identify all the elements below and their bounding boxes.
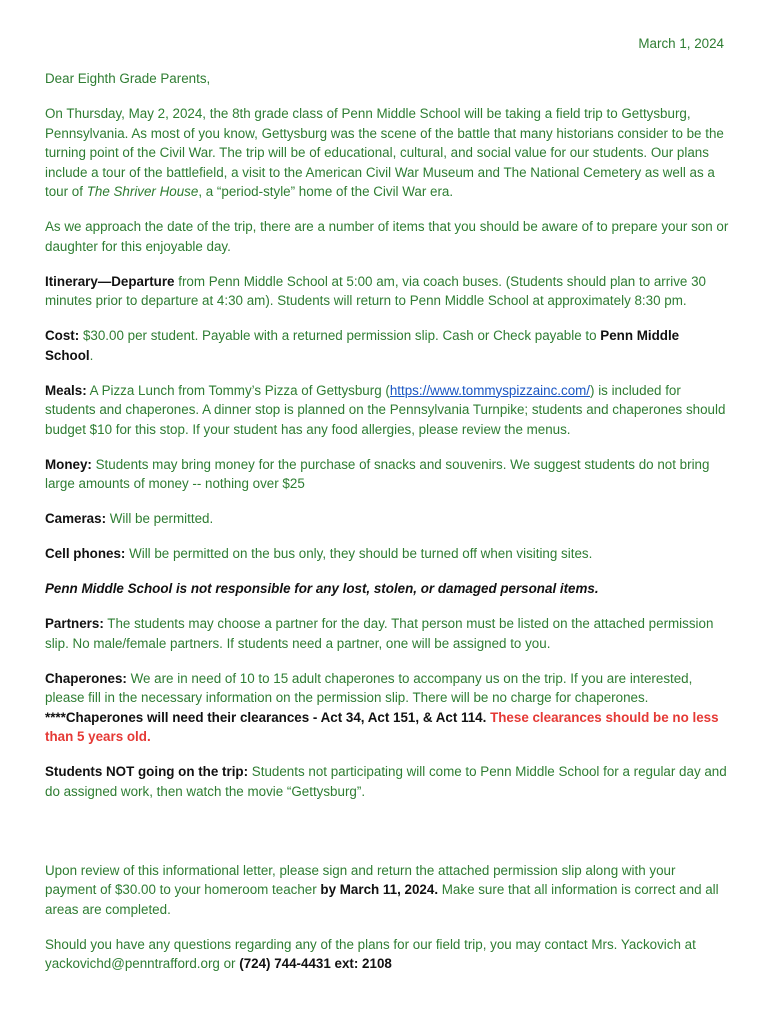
money-section <box>45 455 730 494</box>
contact-paragraph <box>45 935 730 974</box>
itinerary-label: Itinerary—Departure <box>45 273 175 289</box>
cost-text: $30.00 per student. Payable with a returned permission slip. Cash or Check payable to <box>79 328 601 343</box>
prepare-paragraph: As we approach the date of the trip, there are a number of items that you should be aware of to prepare your son or daughter for this enjoyable day. <box>45 219 729 254</box>
itinerary-text: from Penn Middle School at 5:00 am, via coach buses. (Students should plan to arrive 30 minutes prior to departure at 4:30 am). Students will return to Penn Middle School at approximately 8:30 pm. <box>45 273 706 308</box>
meals-label: Meals: <box>45 382 87 398</box>
disclaimer: Penn Middle School is not responsible for any lost, stolen, or damaged personal items. <box>45 581 599 596</box>
pizza-website-link[interactable]: https://www.tommyspizzainc.com/ <box>389 382 591 398</box>
money-text: Students may bring money for the purchase of snacks and souvenirs. We suggest students do not bring large amounts of money -- nothing over $25 <box>45 456 710 491</box>
letter-date: March 1, 2024 <box>638 36 724 51</box>
clearances-warning: These clearances should be no less than 5 years old. <box>45 709 719 744</box>
phones-label: Cell phones: <box>45 546 126 561</box>
cost-end: . <box>89 347 94 363</box>
meals-text-2: ) is included for students and chaperones. A dinner stop is planned on the Pennsylvania Turnpike; students and chaperones should budget $10 for this stop. If your student has any food allergies, please review the menus. <box>45 382 726 437</box>
money-label: Money: <box>45 456 92 472</box>
shriver-house-title: The Shriver House <box>86 184 199 199</box>
itinerary-section <box>45 272 730 311</box>
phones-section <box>45 544 730 564</box>
contact-text: Should you have any questions regarding any of the plans for our field trip, you may contact Mrs. Yackovich at yackovichd@penntrafford.org or <box>45 936 696 971</box>
not-going-text: Students not participating will come to Penn Middle School for a regular day and do assigned work, then watch the movie “Gettysburg”. <box>45 764 727 799</box>
intro-paragraph <box>45 104 730 202</box>
not-going-label: Students NOT going on the trip: <box>45 764 249 779</box>
review-text-2: Make sure that all information is correct and all areas are completed. <box>45 882 719 917</box>
meals-text-1: A Pizza Lunch from Tommy’s Pizza of Gettysburg ( <box>86 382 390 398</box>
cost-label: Cost: <box>45 328 80 343</box>
cameras-text: Will be permitted. <box>106 511 214 526</box>
letter-body <box>45 69 730 989</box>
intro-text-2: , a “period-style” home of the Civil War era. <box>198 184 454 199</box>
intro-text-1: On Thursday, May 2, 2024, the 8th grade class of Penn Middle School will be taking a field trip to Gettysburg, Pennsylvania. As most of you know, Gettysburg was the scene of the battle that many historians consider to be the turning point of the Civil War. The trip will be of educational, cultural, and social value for our students. Our plans include a tour of the battlefield, a visit to the American Civil War Museum and The National Cemetery as well as a tour of <box>45 106 724 199</box>
chaperones-label: Chaperones: <box>45 670 127 686</box>
review-text-1: Upon review of this informational letter, please sign and return the attached permission slip along with your payment of $30.00 to your homeroom teacher <box>45 862 676 897</box>
review-deadline: by March 11, 2024. <box>320 882 439 897</box>
cameras-section <box>45 509 730 529</box>
chaperones-text: We are in need of 10 to 15 adult chaperones to accompany us on the trip. If you are interested, please fill in the necessary information on the permission slip. There will be no charge for chaperones. <box>45 670 693 705</box>
phones-text: Will be permitted on the bus only, they should be turned off when visiting sites. <box>125 546 593 561</box>
contact-phone: (724) 744-4431 ext: 2108 <box>239 956 392 971</box>
salutation: Dear Eighth Grade Parents, <box>45 71 211 86</box>
spacer <box>45 817 730 861</box>
not-going-section <box>45 762 730 801</box>
cost-payee: Penn Middle School <box>45 328 680 363</box>
partners-text: The students may choose a partner for the day. That person must be listed on the attached permission slip. No male/female partners. If students need a partner, one will be assigned to you. <box>45 616 714 651</box>
cameras-label: Cameras: <box>45 511 107 526</box>
review-paragraph <box>45 861 730 920</box>
meals-section <box>45 381 730 440</box>
partners-section <box>45 614 730 653</box>
cost-section <box>45 326 730 365</box>
clearances-notice: ****Chaperones will need their clearances - Act 34, Act 151, & Act 114. <box>45 709 487 725</box>
chaperones-section <box>45 669 730 747</box>
partners-label: Partners: <box>45 616 104 631</box>
